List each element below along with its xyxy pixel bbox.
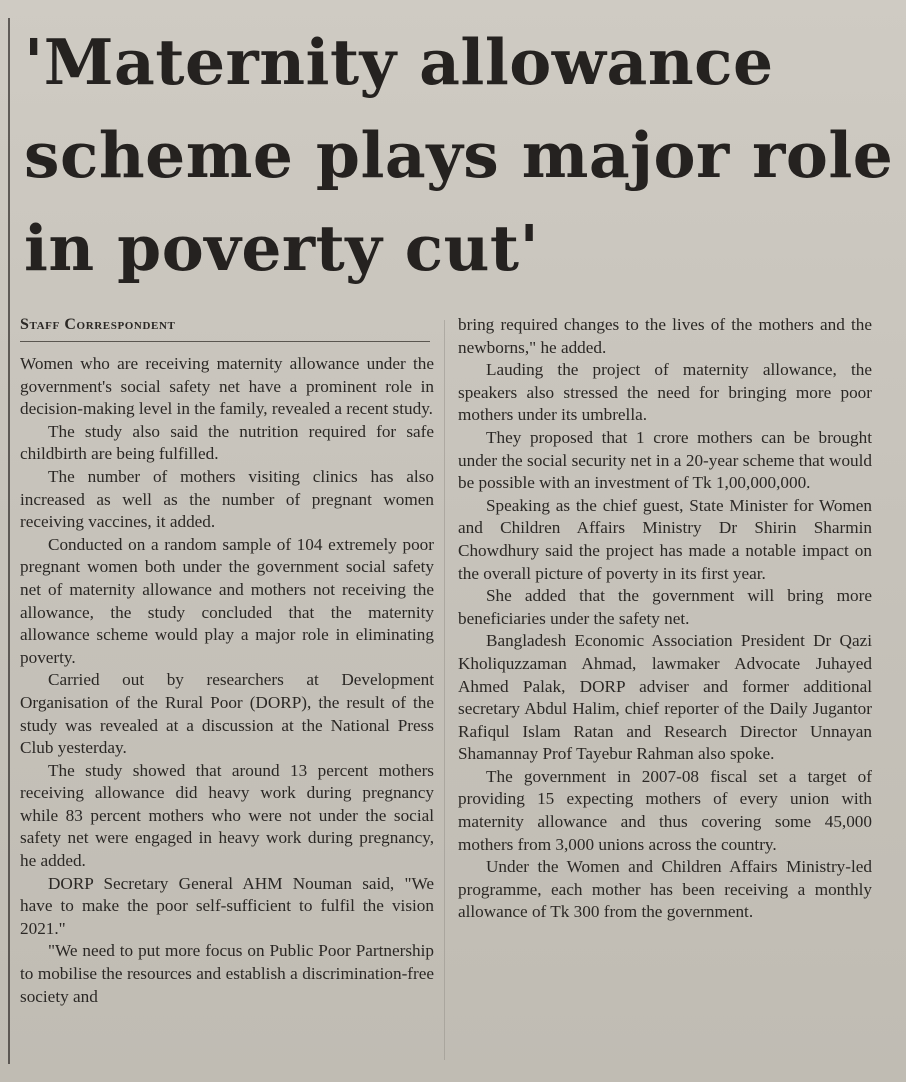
paragraph: She added that the government will bring more beneficiaries under the safety net. — [458, 586, 872, 628]
paragraph: The number of mothers visiting clinics has also increased as well as the number of pregnant women receiving vaccines, it added. — [20, 466, 434, 532]
gutter-divider — [444, 320, 445, 1060]
column-rule — [8, 18, 10, 1064]
byline: Staff Correspondent — [20, 314, 430, 342]
paragraph: Conducted on a random sample of 104 extremely poor pregnant women both under the government social safety net of maternity allowance and mothers not receiving the allowance, the study concluded that the maternity allowance scheme would play a major role in eliminating poverty. — [20, 534, 434, 667]
paragraph: DORP Secretary General AHM Nouman said, "We have to make the poor self-sufficient to fulfil the vision 2021." — [20, 873, 434, 938]
paragraph: The study showed that around 13 percent mothers receiving allowance did heavy work during pregnancy while 83 percent mothers who were not under the social safety net were engaged in heavy work during pregnancy, he added. — [20, 760, 434, 871]
paragraph: Women who are receiving maternity allowance under the government's social safety net have a prominent role in decision-making level in the family, revealed a recent study. — [20, 354, 434, 419]
paragraph: The government in 2007-08 fiscal set a target of providing 15 expecting mothers of every union with maternity allowance and thus covering some 45,000 mothers from 3,000 unions across the country. — [458, 766, 872, 854]
paragraph: Carried out by researchers at Development Organisation of the Rural Poor (DORP), the result of the study was revealed at a discussion at the National Press Club yesterday. — [20, 670, 434, 758]
paragraph: The study also said the nutrition required for safe childbirth are being fulfilled. — [20, 421, 434, 464]
paragraph: Speaking as the chief guest, State Minister for Women and Children Affairs Ministry Dr Shirin Sharmin Chowdhury said the project has made a notable impact on the overall picture of poverty in its first year. — [458, 495, 872, 583]
paragraph: Bangladesh Economic Association President Dr Qazi Kholiquzzaman Ahmad, lawmaker Advocate Juhayed Ahmed Palak, DORP adviser and former additional secretary Abdul Halim, chief reporter of the Daily Jugantor Rafiqul Islam Ratan and Research Director Unnayan Shamannay Prof Tayebur Rahman also spoke. — [458, 631, 872, 764]
paragraph: bring required changes to the lives of the mothers and the newborns," he added. — [458, 315, 872, 357]
article-column-left — [20, 314, 434, 1008]
paragraph: Lauding the project of maternity allowance, the speakers also stressed the need for bringing more poor mothers under its umbrella. — [458, 360, 872, 425]
headline: 'Maternity allowance scheme plays major role in poverty cut' — [24, 25, 894, 285]
paragraph: Under the Women and Children Affairs Ministry-led programme, each mother has been receiving a monthly allowance of Tk 300 from the government. — [458, 857, 872, 922]
article-column-right — [458, 314, 872, 924]
paragraph: "We need to put more focus on Public Poor Partnership to mobilise the resources and establish a discrimination-free society and — [20, 941, 434, 1006]
paragraph: They proposed that 1 crore mothers can be brought under the social security net in a 20-year scheme that would be possible with an investment of Tk 1,00,000,000. — [458, 427, 872, 493]
